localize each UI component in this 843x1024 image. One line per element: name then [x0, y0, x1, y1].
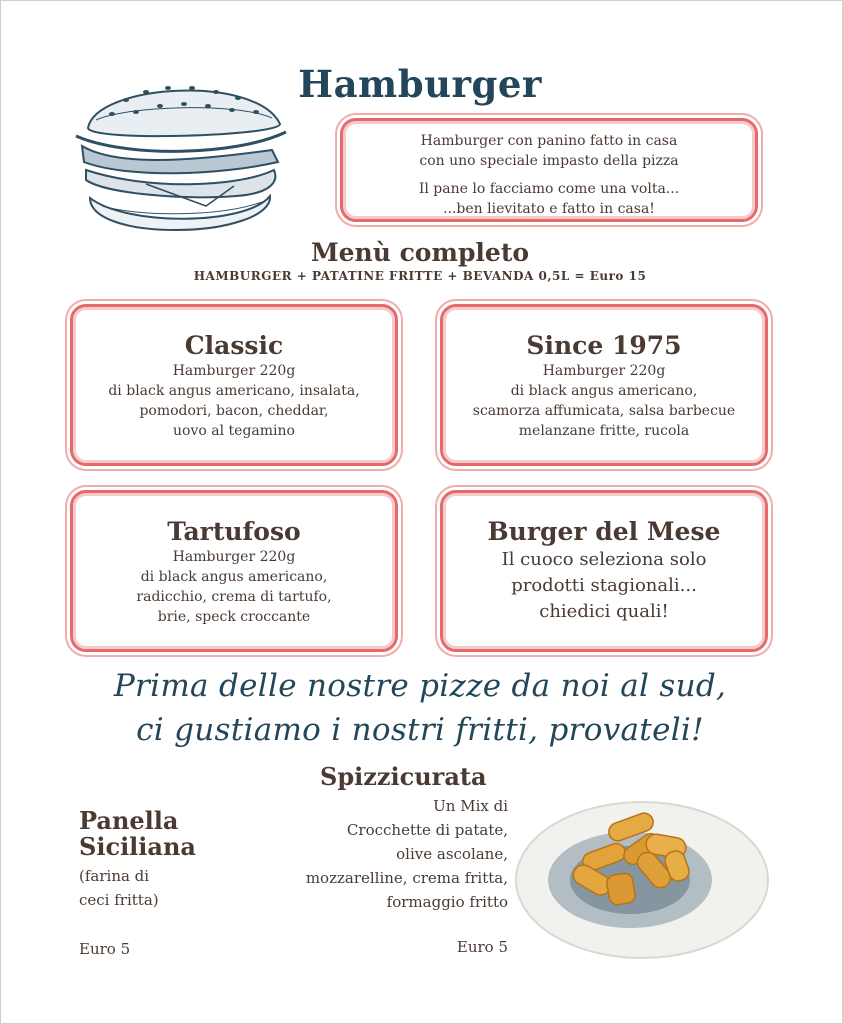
- spizzicurata-title: Spizzicurata: [320, 762, 487, 791]
- intro-line: ...ben lievitato e fatto in casa!: [443, 201, 655, 217]
- card-line: di black angus americano,: [140, 569, 328, 585]
- card-title: Tartufoso: [167, 517, 301, 546]
- menu-subtitle: HAMBURGER + PATATINE FRITTE + BEVANDA 0,5L = Euro 15: [193, 269, 647, 283]
- card-line: Hamburger 220g: [172, 549, 296, 565]
- card-line: scamorza affumicata, salsa barbecue: [472, 403, 736, 419]
- card-line: pomodori, bacon, cheddar,: [139, 403, 329, 419]
- card-line: prodotti stagionali...: [511, 575, 697, 596]
- description-line: Un Mix di: [433, 797, 508, 815]
- description-line: (farina di: [79, 867, 150, 885]
- card-tartufoso: [70, 490, 398, 652]
- card-burger-del-mese: [440, 490, 768, 652]
- card-line: Hamburger 220g: [542, 363, 666, 379]
- intro-box: [340, 118, 758, 222]
- card-line: Il cuoco seleziona solo: [501, 549, 707, 570]
- card-title: Since 1975: [526, 331, 682, 360]
- intro-line: Hamburger con panino fatto in casa: [420, 133, 678, 149]
- page-title: Hamburger: [298, 62, 542, 106]
- card-line: brie, speck croccante: [157, 609, 311, 625]
- card-line: chiedici quali!: [539, 601, 669, 622]
- description-line: olive ascolane,: [396, 845, 508, 863]
- panella-title: [79, 808, 239, 860]
- card-line: Hamburger 220g: [172, 363, 296, 379]
- card-title: Classic: [184, 331, 284, 360]
- fried-food-plate-image: [512, 796, 772, 962]
- card-classic: [70, 304, 398, 466]
- spizzicurata-price: Euro 5: [456, 938, 508, 956]
- card-since-1975: [440, 304, 768, 466]
- panella-title-line: Panella: [79, 806, 179, 835]
- panella-description: [79, 864, 219, 912]
- description-line: Crocchette di patate,: [346, 821, 508, 839]
- card-line: radicchio, crema di tartufo,: [136, 589, 332, 605]
- card-line: melanzane fritte, rucola: [518, 423, 690, 439]
- panella-title-line: Siciliana: [79, 832, 196, 861]
- card-line: di black angus americano, insalata,: [108, 383, 360, 399]
- slogan-line-1: Prima delle nostre pizze da noi al sud,: [113, 668, 727, 704]
- intro-line: Il pane lo facciamo come una volta...: [418, 181, 680, 197]
- panella-price: Euro 5: [79, 940, 131, 958]
- intro-line: con uno speciale impasto della pizza: [419, 153, 679, 169]
- description-line: formaggio fritto: [386, 893, 508, 911]
- description-line: mozzarelline, crema fritta,: [305, 869, 508, 887]
- card-title: Burger del Mese: [487, 517, 721, 546]
- card-line: di black angus americano,: [510, 383, 698, 399]
- menu-title: Menù completo: [310, 238, 530, 267]
- slogan-line-2: ci gustiamo i nostri fritti, provateli!: [136, 712, 704, 748]
- description-line: ceci fritta): [79, 891, 159, 909]
- spizzicurata-description: [250, 794, 508, 914]
- card-line: uovo al tegamino: [173, 423, 295, 439]
